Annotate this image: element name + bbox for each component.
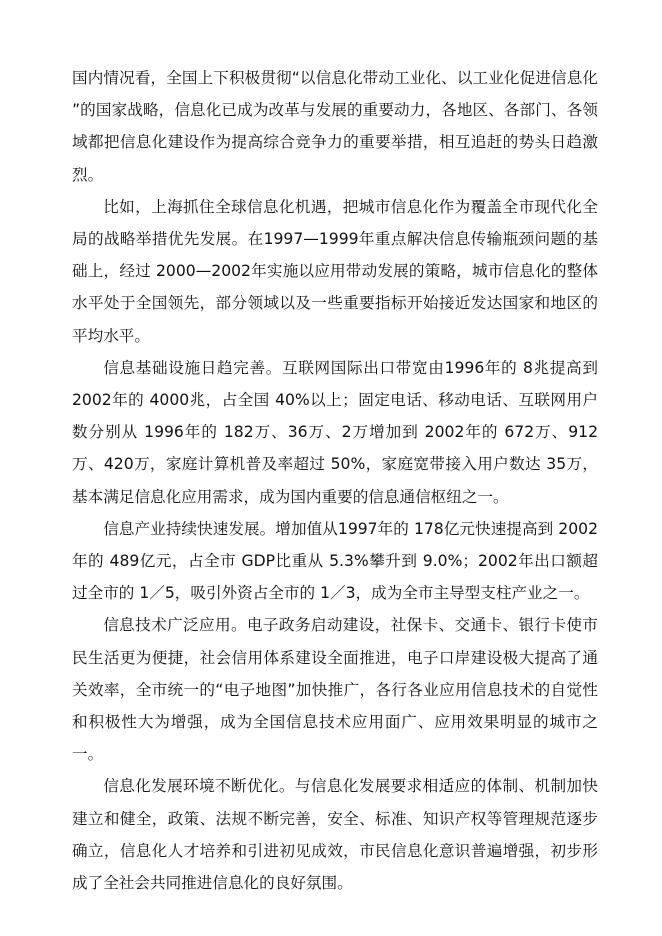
paragraph-information-industry: 信息产业持续快速发展。增加值从1997年的 178亿元快速提高到 2002年的 489亿元，占全市 GDP比重从 5.3%攀升到 9.0%；2002年出口额超过全市的 1／5，吸引外资占全市的 1／3，成为全市主导型支柱产业之一。	[72, 519, 598, 603]
paragraph-development-environment: 信息化发展环境不断优化。与信息化发展要求相适应的体制、机制加快建立和健全，政策、法规不断完善，安全、标准、知识产权等管理规范逐步确立，信息化人才培养和引进初见成效，市民信息化意识普遍增强，初步形成了全社会共同推进信息化的良好氛围。	[72, 777, 598, 893]
paragraph-technology-application: 信息技术广泛应用。电子政务启动建设，社保卡、交通卡、银行卡使市民生活更为便捷，社会信用体系建设全面推进，电子口岸建设极大提高了通关效率，全市统一的“电子地图”加快推广，各行各业应用信息技术的自觉性和积极性大为增强，成为全国信息技术应用面广、应用效果明显的城市之一。	[72, 616, 598, 764]
paragraph-infrastructure: 信息基础设施日趋完善。互联网国际出口带宽由1996年的 8兆提高到2002年的 4000兆，占全国 40%以上；固定电话、移动电话、互联网用户数分别从 1996年的 182万、36万、2万增加到 2002年的 672万、912万、420万，家庭计算机普及率超过 50%，家庭宽带接入用户数达 35万，基本满足信息化应用需求，成为国内重要的信息通信枢纽之一。	[72, 358, 598, 506]
document-body	[72, 62, 598, 899]
paragraph-national-situation: 国内情况看，全国上下积极贯彻“以信息化带动工业化、以工业化促进信息化 ”的国家战略，信息化已成为改革与发展的重要动力，各地区、各部门、各领域都把信息化建设作为提高综合竞争力的重要举措，相互追赶的势头日趋激烈。	[72, 69, 598, 184]
paragraph-shanghai-strategy: 比如，上海抓住全球信息化机遇，把城市信息化作为覆盖全市现代化全局的战略举措优先发展。在1997—1999年重点解决信息传输瓶颈问题的基础上，经过 2000—2002年实施以应用带动发展的策略，城市信息化的整体水平处于全国领先，部分领域以及一些重要指标开始接近发达国家和地区的平均水平。	[72, 197, 598, 345]
